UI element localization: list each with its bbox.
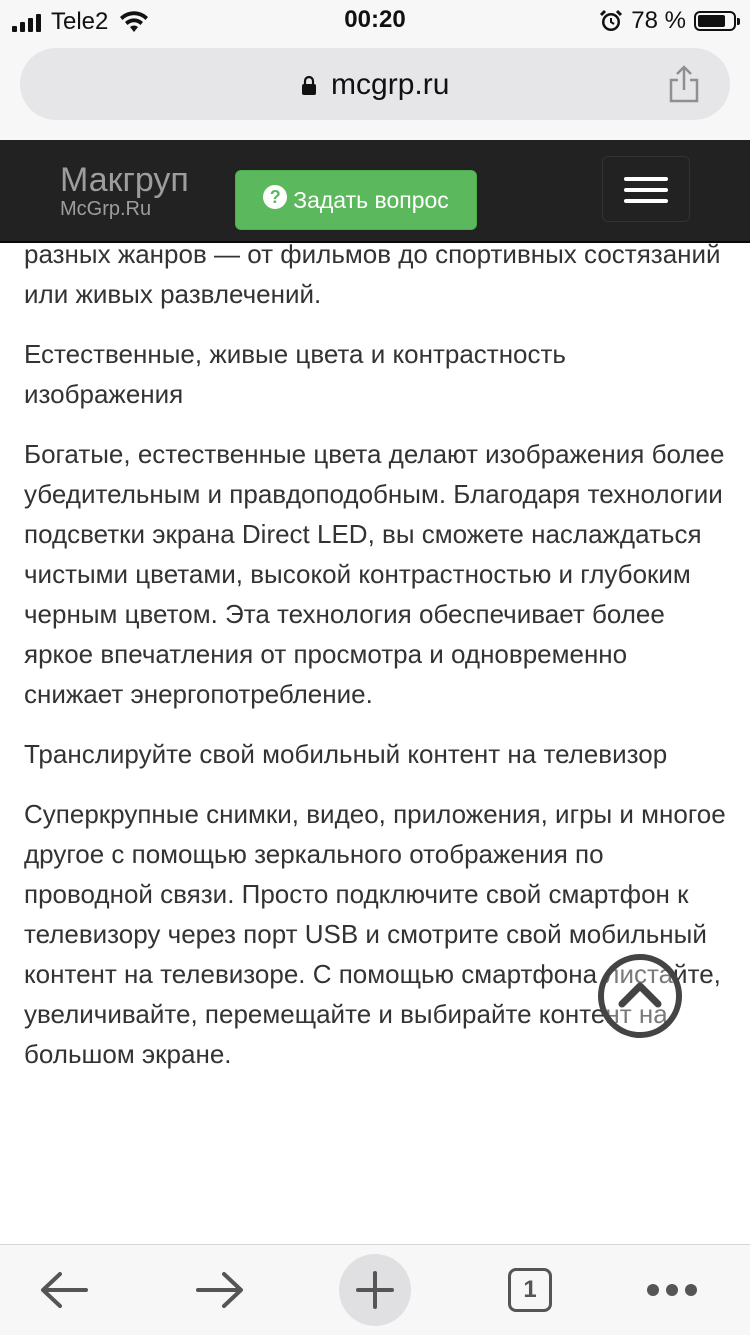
- section-heading: Транслируйте свой мобильный контент на телевизор: [24, 739, 668, 769]
- battery-percent: 78 %: [631, 7, 686, 34]
- section-heading: Естественные, живые цвета и контрастность изображения: [24, 339, 566, 409]
- brand-subtitle: McGrp.Ru: [60, 198, 152, 220]
- status-bar: [0, 0, 750, 40]
- ask-question-label: Задать вопрос: [293, 186, 449, 213]
- paragraph: Богатые, естественные цвета делают изображения более убедительным и правдоподобным. Благодаря технологии подсветки экрана Direct LED, вы сможете наслаждаться чистыми цветами, высокой контрастностью и глубоким черным цветом. Эта технология обеспечивает более яркое впечатления от просмотра и одновременно снижает энергопотребление.: [24, 439, 725, 709]
- site-logo[interactable]: [60, 162, 189, 220]
- alarm-icon: [599, 9, 623, 33]
- ask-question-button[interactable]: [235, 170, 477, 230]
- forward-button[interactable]: [180, 1245, 260, 1335]
- battery-level: [698, 15, 725, 27]
- dots-icon: [647, 1284, 697, 1296]
- share-icon[interactable]: [666, 64, 702, 104]
- brand-title: Макгруп: [60, 161, 189, 199]
- forward-arrow-icon: [194, 1270, 246, 1310]
- back-button[interactable]: [24, 1245, 104, 1335]
- tabs-count: 1: [508, 1268, 552, 1312]
- browser-address-area: [0, 40, 750, 140]
- clock: 00:20: [344, 6, 406, 33]
- url-text: mcgrp.ru: [331, 68, 450, 101]
- scroll-to-top-button[interactable]: [598, 954, 682, 1038]
- battery-icon: [694, 11, 736, 31]
- chevron-up-icon: [604, 960, 676, 1032]
- more-menu-button[interactable]: [632, 1245, 712, 1335]
- browser-toolbar: [0, 1244, 750, 1335]
- tabs-button[interactable]: [490, 1245, 570, 1335]
- lock-icon: [301, 75, 317, 95]
- paragraph: Суперкрупные снимки, видео, приложения, игры и многое другое с помощью зеркального отображения по проводной связи. Просто подключите свой смартфон к телевизору через порт USB и смотрите свой мобильный контент на телевизоре. С помощью смартфона листайте, увеличивайте, перемещайте и выбирайте контент на большом экране.: [24, 799, 726, 1069]
- carrier-name: Tele2: [51, 8, 109, 35]
- plus-icon: [355, 1270, 395, 1310]
- address-bar[interactable]: [20, 48, 730, 120]
- question-icon: ?: [263, 185, 287, 209]
- back-arrow-icon: [38, 1270, 90, 1310]
- hamburger-menu-button[interactable]: [602, 156, 690, 222]
- paragraph: разных жанров — от фильмов до спортивных состязаний или живых развлечений.: [24, 239, 721, 309]
- new-tab-button[interactable]: [335, 1245, 415, 1335]
